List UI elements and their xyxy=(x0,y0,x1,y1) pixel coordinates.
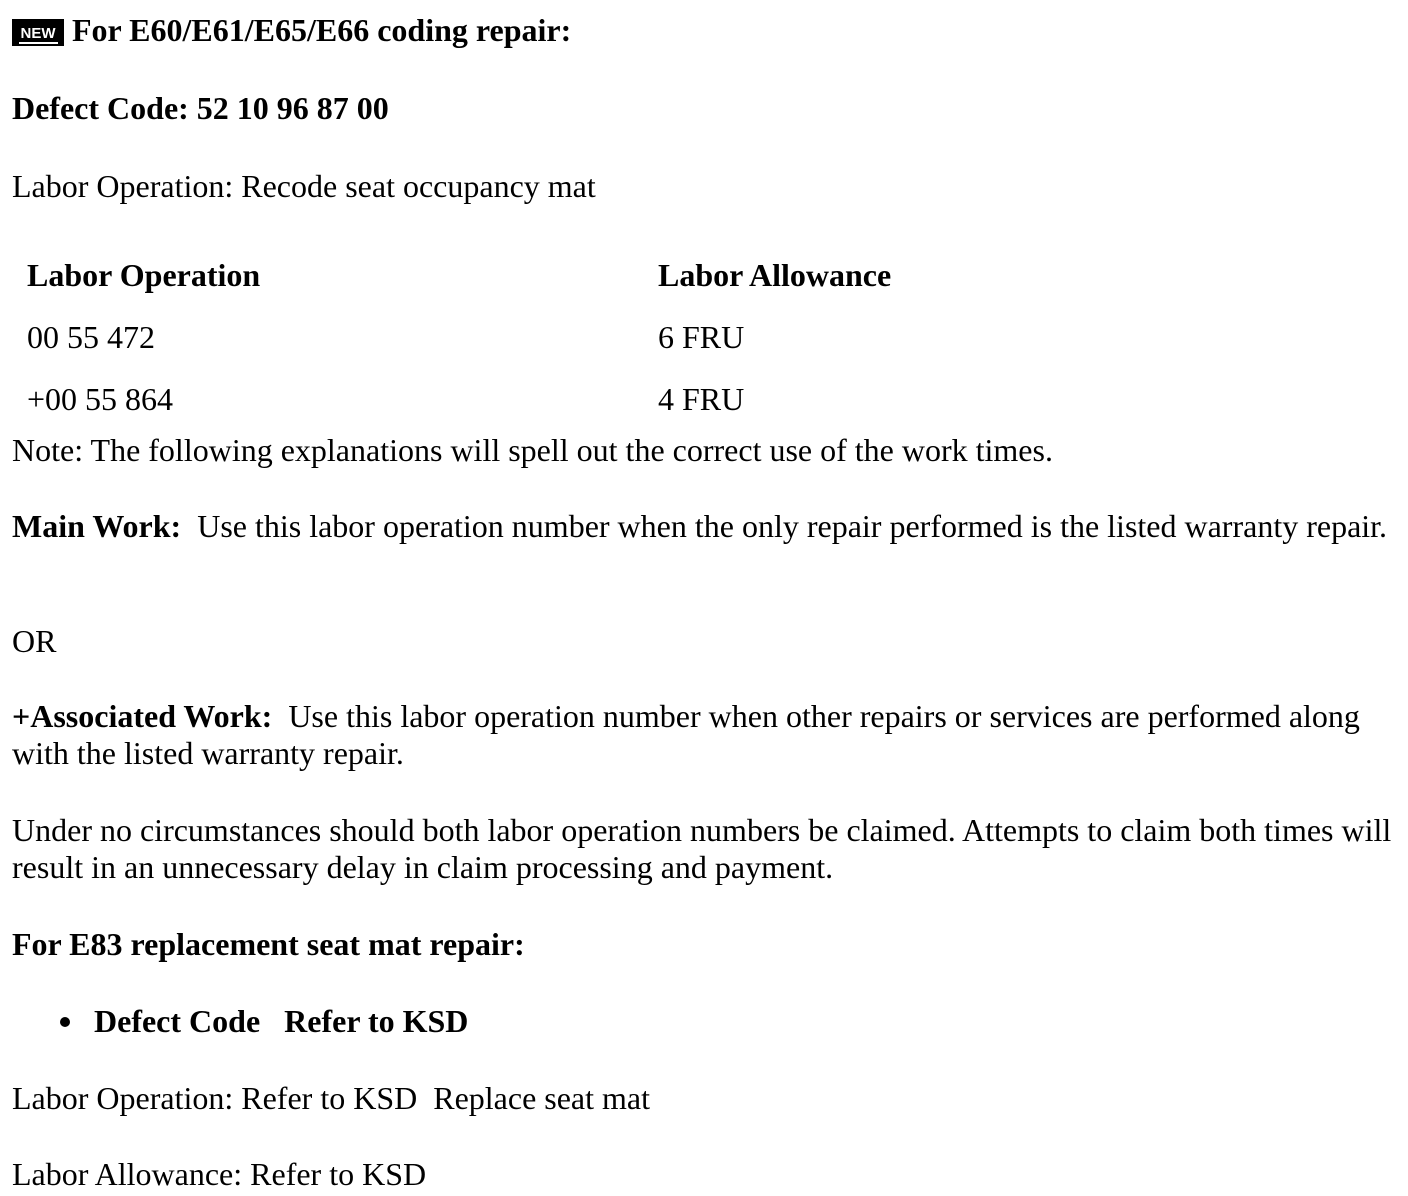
bullet-value: Refer to KSD xyxy=(284,1003,469,1039)
associated-work-label: +Associated Work: xyxy=(12,698,273,734)
table-header-labor-operation: Labor Operation xyxy=(27,257,261,293)
new-badge-icon: NEW xyxy=(12,19,64,46)
note-text: Note: The following explanations will spell out the correct use of the work times. xyxy=(12,432,1053,468)
defect-code-bullet xyxy=(60,1002,468,1040)
associated-work-text: Use this labor operation number when other repairs or services are performed along with the listed warranty repair. xyxy=(12,698,1360,771)
section2-heading: For E83 replacement seat mat repair: xyxy=(12,926,525,962)
table-header-labor-allowance: Labor Allowance xyxy=(658,257,892,293)
section1-heading: For E60/E61/E65/E66 coding repair: xyxy=(72,12,572,48)
warning-paragraph: Under no circumstances should both labor operation numbers be claimed. Attempts to claim both times will result in an unnecessary delay in claim processing and payment. xyxy=(12,812,1392,885)
table-cell: 4 FRU xyxy=(658,381,745,417)
labor-operation-line: Labor Operation: Recode seat occupancy mat xyxy=(12,168,596,204)
section2-labor-allowance-line: Labor Allowance: Refer to KSD xyxy=(12,1156,427,1192)
associated-work-paragraph xyxy=(12,698,1397,772)
table-cell: 00 55 472 xyxy=(27,319,155,355)
or-text: OR xyxy=(12,623,57,659)
section2-labor-operation-line: Labor Operation: Refer to KSD Replace seat mat xyxy=(12,1080,650,1116)
table-cell: 6 FRU xyxy=(658,319,745,355)
bullet-label: Defect Code xyxy=(94,1003,261,1039)
section1-heading-row xyxy=(12,11,571,49)
main-work-paragraph xyxy=(12,508,1397,545)
table-cell: +00 55 864 xyxy=(27,381,174,417)
bullet-icon xyxy=(60,1017,70,1027)
main-work-label: Main Work: xyxy=(12,508,182,544)
defect-code: Defect Code: 52 10 96 87 00 xyxy=(12,90,389,126)
main-work-text: Use this labor operation number when the only repair performed is the listed warranty repair. xyxy=(197,508,1388,544)
